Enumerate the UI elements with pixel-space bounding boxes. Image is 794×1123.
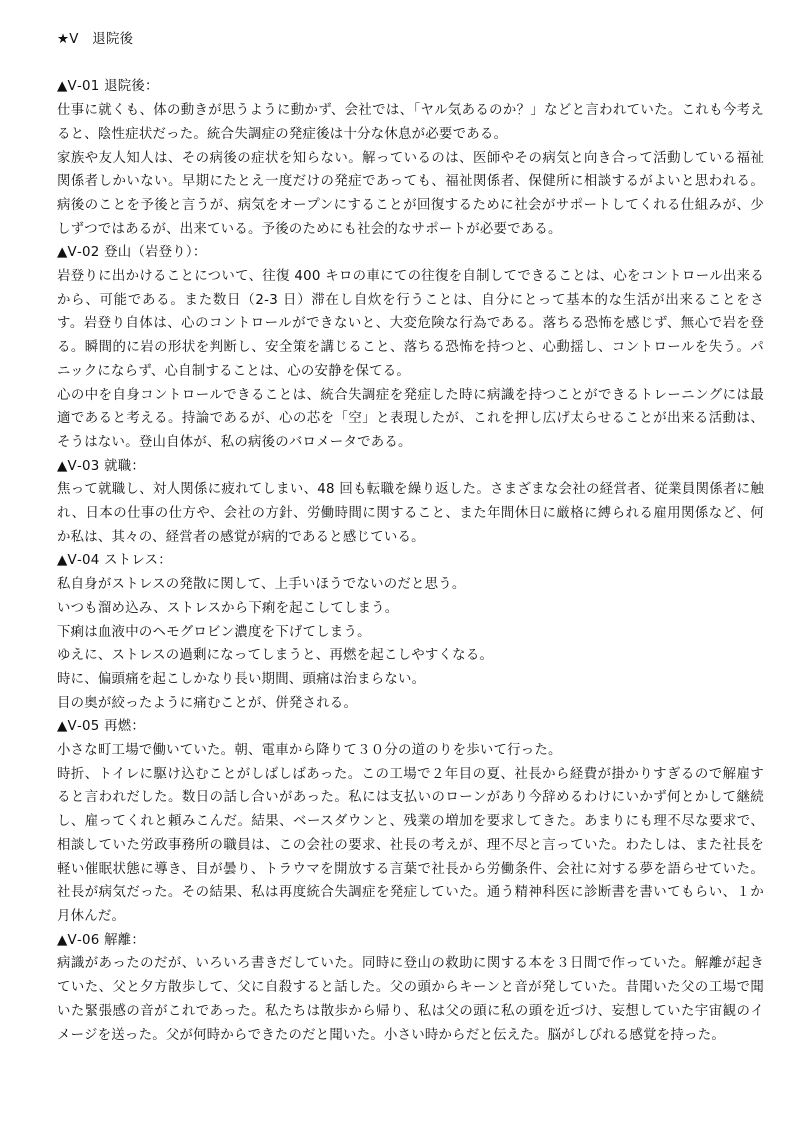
paragraph: 岩登りに出かけることについて、往復 400 キロの車にての往復を自制してできることは、心をコントロール出来るから、可能である。また数日（2-3 日）滞在し自炊を行うことは、自分にとって基本的な生活が出来ることをさす。岩登り自体は、心のコントロールができないと、大変危険な行為である。落ちる恐怖を感じず、無心で岩を登る。瞬間的に岩の形状を判断し、安全策を講じること、落ちる恐怖を持つと、心動揺し、コントロールを失う。パニックにならず、心自制することは、心の安静を保てる。 (57, 269, 764, 379)
section-heading: ▲Ⅴ-05 再燃： (57, 719, 146, 735)
section-heading: ▲Ⅴ-06 解離： (57, 932, 146, 948)
paragraph: 時折、トイレに駆け込むことがしばしばあった。この工場で２年目の夏、社長から経費が掛かりすぎるので解雇すると言われだした。数日の話し合いがあった。私には支払いのローンがあり今辞めるわけにいかず何とかして継続し、雇ってくれと頼みこんだ。結果、ベースダウンと、残業の増加を要求してきた。あまりにも理不尽な要求で、相談していた労政事務所の職員は、この会社の要求、社長の考えが、理不尽と言っていた。わたしは、また社長を軽い催眠状態に導き、目が曇り、トラウマを開放する言葉で社長から労働条件、会社に対する夢を語らせていた。社長が病気だった。その結果、私は再度統合失調症を発症していた。通う精神科医に診断書を書いてもらい、１か月休んだ。 (57, 766, 764, 924)
section-heading: ▲Ⅴ-03 就職： (57, 458, 146, 474)
section-v04 (57, 549, 764, 715)
paragraph: 家族や友人知人は、その病後の症状を知らない。解っているのは、医師やその病気と向き合って活動している福祉関係者しかいない。早期にたとえ一度だけの発症であっても、福祉関係者、保健所に相談するがよいと思われる。病後のことを予後と言うが、病気をオープンにすることが回復するために社会がサポートしてくれる仕組みが、少しずつではあるが、出来ている。予後のためにも社会的なサポートが必要である。 (57, 150, 764, 237)
document-title: ★Ⅴ 退院後 (57, 32, 134, 47)
section-v06 (57, 929, 764, 1048)
paragraph: 病識があったのだが、いろいろ書きだしていた。同時に登山の救助に関する本を３日間で作っていた。解離が起きていた、父と夕方散歩して、父に自殺すると話した。父の頭からキーンと音が発していた。昔聞いた父の工場で聞いた緊張感の音がこれであった。私たちは散歩から帰り、私は父の頭に私の頭を近づけ、妄想していた宇宙観のイメージを送った。父が何時からできたのだと聞いた。小さい時からだと伝えた。脳がしびれる感覚を持った。 (57, 956, 764, 1043)
section-v01 (57, 75, 764, 241)
text-line: 時に、偏頭痛を起こしかなり長い期間、頭痛は治まらない。 (57, 671, 426, 687)
section-heading: ▲Ⅴ-04 ストレス： (57, 553, 172, 569)
section-v03 (57, 455, 764, 550)
section-heading: ▲Ⅴ-01 退院後： (57, 79, 159, 95)
paragraph: 心の中を自身コントロールできることは、統合失調症を発症した時に病識を持つことができるトレーニングには最適であると考える。持論であるが、心の芯を「空」と表現したが、これを押し広げ太らせることが出来る活動は、そうはない。登山自体が、私の病後のバロメータである。 (57, 387, 764, 450)
section-v02 (57, 241, 764, 454)
section-v05 (57, 715, 764, 928)
text-line: いつも溜め込み、ストレスから下痢を起こしてしまう。 (57, 600, 399, 616)
text-line: 小さな町工場で働いていた。朝、電車から降りて３０分の道のりを歩いて行った。 (57, 743, 562, 759)
section-heading: ▲Ⅴ-02 登山（岩登り）： (57, 245, 207, 261)
paragraph: 仕事に就くも、体の動きが思うように動かず、会社では、「ヤル気あるのか？」などと言われていた。これも今考えると、陰性症状だった。統合失調症の発症後は十分な休息が必要である。 (57, 103, 764, 142)
text-line: 下痢は血液中のヘモグロビン濃度を下げてしまう。 (57, 624, 371, 640)
paragraph: 焦って就職し、対人関係に疲れてしまい、48 回も転職を繰り返した。さまざまな会社の経営者、従業員関係者に触れ、日本の仕事の仕方や、会社の方針、労働時間に関すること、また年間休日に厳格に縛られる雇用関係など、何か私は、其々の、経営者の感覚が病的であると感じている。 (57, 482, 764, 545)
text-line: ゆえに、ストレスの過剰になってしまうと、再燃を起こしやすくなる。 (57, 648, 494, 664)
text-line: 私自身がストレスの発散に関して、上手いほうでないのだと思う。 (57, 577, 466, 593)
text-line: 目の奥が絞ったように痛むことが、併発される。 (57, 695, 358, 711)
